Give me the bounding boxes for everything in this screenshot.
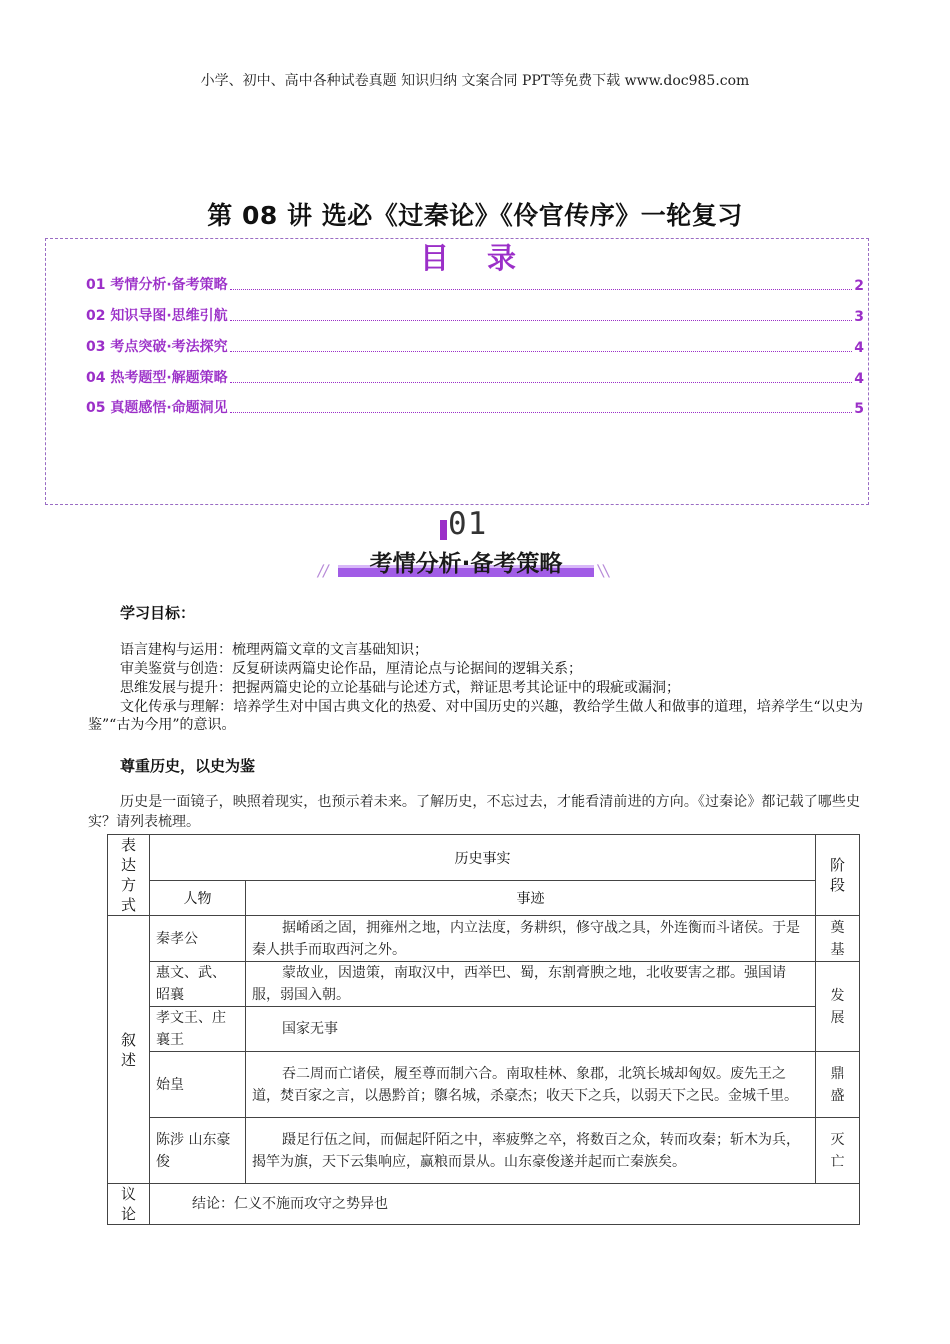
objective-item: 文化传承与理解：培养学生对中国古典文化的热爱、对中国历史的兴趣，教给学生做人和做事的道理，培养学生“以史为鉴”“古为今用”的意识。 [88,699,863,733]
table-row [108,1052,860,1118]
col-header-stage-text: 阶段 [829,856,845,894]
toc-heading: 目 录 [419,241,531,275]
method-discuss-cell [108,1184,150,1225]
decor-slashes-right: \\ [596,561,611,580]
stage-cell [816,962,860,1052]
stage-text: 灭亡 [830,1131,845,1170]
table-row [108,1118,860,1184]
table-row [108,916,860,962]
toc-item-page: 3 [854,309,864,325]
toc-leader-dots [230,289,853,290]
person-cell: 孝文王、庄襄王 [150,1007,246,1052]
toc-item[interactable] [86,395,864,417]
toc-leader-dots [230,382,853,383]
toc-item-page: 5 [854,401,864,417]
stage-text: 奠基 [830,919,845,958]
toc-item[interactable] [86,365,864,387]
toc-item[interactable] [86,334,864,356]
toc-item[interactable] [86,272,864,294]
deeds-cell: 蒙故业，因遗策，南取汉中，西举巴、蜀，东割膏腴之地，北收要害之郡。强国请服，弱国入朝。 [246,962,816,1007]
col-header-method [108,835,150,916]
toc-leader-dots [230,412,853,413]
stage-cell [816,1118,860,1184]
history-table [107,834,860,1225]
section-title: 考情分析·备考策略 [369,551,563,577]
section-number: 01 [448,506,488,542]
toc-item-label: 01 考情分析·备考策略 [86,277,228,293]
table-row [108,962,860,1007]
toc-item-label: 04 热考题型·解题策略 [86,370,228,386]
toc-item-label: 03 考点突破·考法探究 [86,339,228,355]
method-discuss-text: 议论 [120,1185,136,1223]
conclusion-cell: 结论：仁义不施而攻守之势异也 [150,1184,860,1225]
person-cell: 惠文、武、昭襄 [150,962,246,1007]
stage-text: 发展 [830,987,845,1026]
deeds-cell: 蹑足行伍之间，而倔起阡陌之中，率疲弊之卒，将数百之众，转而攻秦；斩木为兵，揭竿为旗，天下云集响应，赢粮而景从。山东豪俊遂并起而亡秦族矣。 [246,1118,816,1184]
col-header-facts: 历史事实 [150,835,816,881]
col-header-stage [816,835,860,916]
deeds-cell: 据崤函之固，拥雍州之地，内立法度，务耕织，修守战之具，外连衡而斗诸侯。于是秦人拱手而取西河之外。 [246,916,816,962]
objective-item: 审美鉴赏与创造：反复研读两篇史论作品，厘清论点与论据间的逻辑关系； [120,661,582,677]
table-row [108,1007,860,1052]
objective-item: 语言建构与运用：梳理两篇文章的文言基础知识； [120,642,428,658]
person-cell: 陈涉 山东豪俊 [150,1118,246,1184]
toc-item-page: 4 [854,340,864,356]
method-narrate-text: 叙述 [120,1030,136,1069]
history-heading: 尊重历史，以史为鉴 [120,757,256,775]
stage-text: 鼎盛 [830,1065,845,1104]
col-header-method-text: 表达方式 [120,836,136,914]
toc-item-label: 05 真题感悟·命题洞见 [86,400,228,416]
toc-item-page: 4 [854,371,864,387]
toc-leader-dots [230,351,853,352]
decor-slashes-left: // [316,561,331,580]
method-narrate-cell [108,916,150,1184]
person-cell: 始皇 [150,1052,246,1118]
stage-cell [816,916,860,962]
page-header: 小学、初中、高中各种试卷真题 知识归纳 文案合同 PPT等免费下载 www.doc985.com [200,73,750,89]
toc-item-page: 2 [854,278,864,294]
objectives-heading: 学习目标： [120,604,196,622]
person-cell: 秦孝公 [150,916,246,962]
col-header-deeds: 事迹 [246,881,816,916]
col-header-person: 人物 [150,881,246,916]
table-row [108,1184,860,1225]
objective-item: 思维发展与提升：把握两篇史论的立论基础与论述方式，辩证思考其论证中的瑕疵或漏洞； [120,680,680,696]
deeds-cell: 吞二周而亡诸侯，履至尊而制六合。南取桂林、象郡，北筑长城却匈奴。废先王之道，焚百家之言，以愚黔首；隳名城，杀豪杰；收天下之兵，以弱天下之民。金城千里。 [246,1052,816,1118]
toc-item-label: 02 知识导图·思维引航 [86,308,228,324]
stage-cell [816,1052,860,1118]
deeds-cell: 国家无事 [246,1007,816,1052]
document-title: 第 08 讲 选必《过秦论》《伶官传序》一轮复习 [207,201,743,230]
toc-leader-dots [230,320,853,321]
section-accent-mark [440,520,447,540]
toc-item[interactable] [86,303,864,325]
history-intro: 历史是一面镜子，映照着现实，也预示着未来。了解历史，不忘过去，才能看清前进的方向。《过秦论》都记载了哪些史实？请列表梳理。 [88,794,860,830]
